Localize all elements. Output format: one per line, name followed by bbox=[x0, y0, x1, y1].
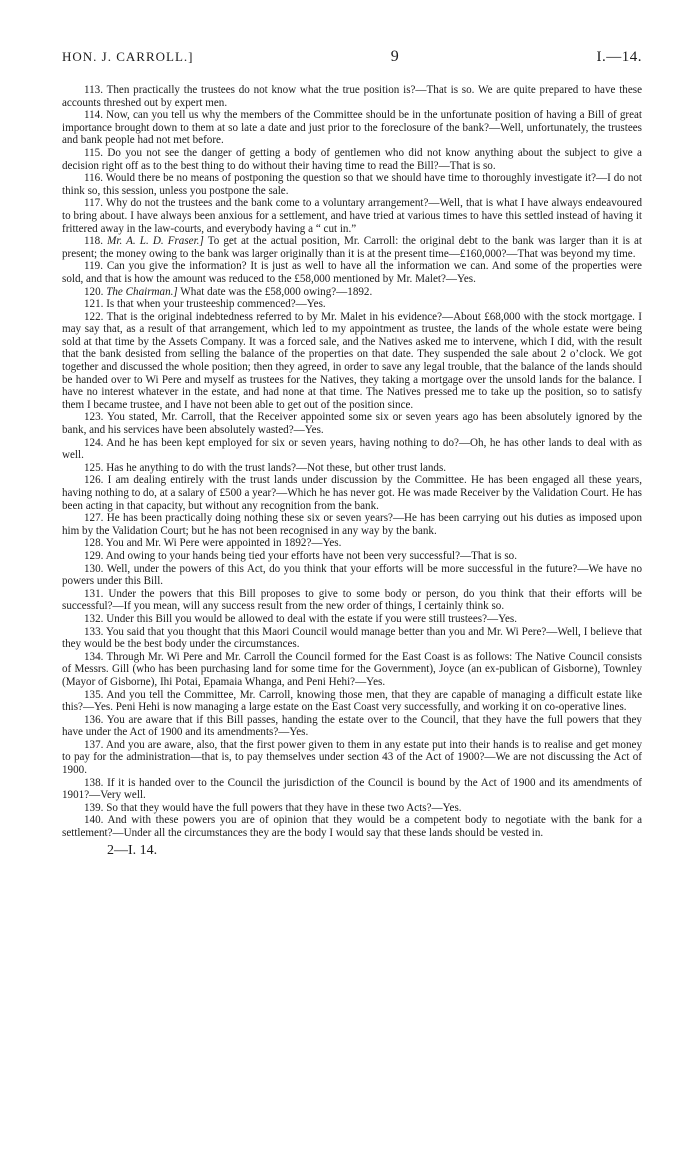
question-number: 130. bbox=[84, 562, 104, 575]
question-text: He has been practically doing nothing these six or seven years?—He has been carrying out his duties as imposed upon him by the Validation Court; but he has not been recognised in any way by the bank. bbox=[62, 512, 642, 537]
question-paragraph bbox=[62, 109, 642, 147]
question-text: And owing to your hands being tied your efforts have not been very successful?—That is so. bbox=[105, 549, 517, 562]
question-paragraph bbox=[62, 298, 642, 311]
question-paragraph bbox=[62, 84, 642, 109]
question-text: Through Mr. Wi Pere and Mr. Carroll the Council formed for the East Coast is as follows: The Native Council consists of Messrs. Gill (who has been purchasing land for some time for the Government), Joyce (an ex-publican of Gisborne), Townley (Mayor of Gisborne), Ihi Potai, Epamaia Whanga, and Peni Hehi?—Yes. bbox=[62, 650, 642, 688]
question-paragraph bbox=[62, 537, 642, 550]
question-number: 125. bbox=[84, 461, 104, 474]
question-text: Under the powers that this Bill proposes to give to some body or person, do you think that their efforts will be successful?—If you mean, will any success result from the new order of things, I certainly think so. bbox=[62, 587, 642, 613]
question-paragraph bbox=[62, 462, 642, 475]
question-text: I am dealing entirely with the trust lands under discussion by the Committee. He has been engaged all these years, having nothing to do, at a salary of £500 a year?—Which he has never got. He was made Receiver by the Validation Court. He has been acting in that capacity, but without any recognition from the bank. bbox=[62, 474, 642, 512]
question-text: That is the original indebtedness referred to by Mr. Malet in his evidence?—About £68,000 with the stock mortgage. I may say that, as a result of that arrangement, which led to my appointment as trustee, the lands of the whole estate were being sold at that time by the Assets Company. It was a forced sale, and the Natives asked me to intervene, which I did, with the result that the bank desisted from selling the balance of the properties on that date. They suspended the sale about 2 o’clock. We got together and discussed the whole position; then they agreed, in order to save any legal trouble, that the balance of the lands should be handed over to Wi Pere and myself as trustees for the Natives, they taking a mortgage over the unsold lands for the balance. I have no interest whatever in the estate, and had none at that time. The Natives pressed me to take up the position, so to satisfy them I became trustee, and I have not been able to get out of the position since. bbox=[62, 310, 642, 411]
question-paragraph bbox=[62, 235, 642, 260]
question-text: Do you not see the danger of getting a body of gentlemen who did not know anything about the subject to give a decision right off as to the best thing to do without their having time to read the Bill?—That is so. bbox=[62, 146, 642, 172]
question-number: 140. bbox=[84, 814, 104, 827]
question-number: 137. bbox=[84, 738, 104, 751]
question-text: Under this Bill you would be allowed to deal with the estate if you were still trustees?—Yes. bbox=[106, 612, 518, 625]
question-number: 116. bbox=[84, 172, 104, 185]
question-text: You said that you thought that this Maori Council would manage better than you and Mr. Wi Pere?—Well, I believe that they would be the best body under the circumstances. bbox=[62, 625, 642, 651]
question-number: 113. bbox=[84, 84, 104, 96]
question-number: 135. bbox=[84, 688, 104, 701]
question-text: And with these powers you are of opinion that they would be a competent body to negotiate with the bank for a settlement?—Under all the circumstances they are the body I would say that these lands should be vested in. bbox=[62, 814, 642, 840]
question-paragraph bbox=[62, 512, 642, 537]
question-paragraph bbox=[62, 714, 642, 739]
question-text: Has he anything to do with the trust lands?—Not these, but other trust lands. bbox=[106, 461, 447, 474]
question-number: 118. bbox=[84, 235, 104, 248]
question-number: 123. bbox=[84, 411, 104, 424]
question-paragraph bbox=[62, 613, 642, 626]
question-number: 128. bbox=[84, 537, 104, 550]
question-number: 138. bbox=[84, 776, 104, 789]
question-number: 120. bbox=[84, 285, 104, 298]
question-text: Would there be no means of postponing the question so that we should have time to thoroughly investigate it?—I do not think so, this session, unless you postpone the sale. bbox=[62, 172, 642, 197]
page-footer bbox=[62, 843, 642, 859]
question-number: 117. bbox=[84, 197, 104, 210]
question-paragraph bbox=[62, 689, 642, 714]
question-number: 126. bbox=[84, 474, 104, 487]
question-paragraph bbox=[62, 286, 642, 299]
question-text: Is that when your trusteeship commenced?—Yes. bbox=[106, 298, 326, 311]
question-text: So that they would have the full powers that they have in these two Acts?—Yes. bbox=[106, 801, 462, 814]
question-paragraph bbox=[62, 739, 642, 777]
header-witness: HON. J. CARROLL.] bbox=[62, 49, 194, 64]
speaker-label: The Chairman.] bbox=[106, 285, 178, 298]
question-text: You are aware that if this Bill passes, handing the estate over to the Council, that they have the full powers that they have under the Act of 1900 and its amendments?—Yes. bbox=[62, 713, 642, 739]
question-number: 121. bbox=[84, 298, 104, 311]
question-paragraph bbox=[62, 651, 642, 689]
page-number: 9 bbox=[390, 48, 400, 65]
question-paragraph bbox=[62, 802, 642, 815]
question-number: 139. bbox=[84, 801, 104, 814]
question-text: And you tell the Committee, Mr. Carroll, knowing those men, that they are capable of managing a difficult estate like this?—Yes. Peni Hehi is now managing a large estate on the East Coast very successfully, and working it on co-operative lines. bbox=[62, 688, 642, 714]
question-number: 132. bbox=[84, 612, 104, 625]
question-number: 122. bbox=[84, 310, 104, 323]
question-number: 124. bbox=[84, 436, 104, 449]
question-paragraph bbox=[62, 777, 642, 802]
question-text: If it is handed over to the Council the jurisdiction of the Council is bound by the Act of 1900 and its amendments of 1901?—Very well. bbox=[62, 776, 642, 802]
question-number: 115. bbox=[84, 146, 104, 159]
question-text: Then practically the trustees do not know what the true position is?—That is so. We are quite prepared to have these accounts threshed out by expert men. bbox=[62, 84, 642, 109]
question-paragraph bbox=[62, 474, 642, 512]
question-number: 129. bbox=[84, 549, 104, 562]
printer-signature: 2—I. 14. bbox=[107, 842, 158, 858]
question-paragraph bbox=[62, 147, 642, 172]
question-text: And you are aware, also, that the first power given to them in any estate put into their hands is to realise and get money to pay for the administration—that is, to pay themselves under section 43 of the Act of 1900?—We are not discussing the Act of 1900. bbox=[62, 738, 642, 777]
question-text: Why do not the trustees and the bank come to a voluntary arrangement?—Well, that is what I have always endeavoured to bring about. I have always been anxious for a settlement, and have tried at various times to have this settled instead of having it frittered away in the law-courts, and everybody having a “ cut in.” bbox=[62, 197, 642, 235]
page-header bbox=[62, 48, 642, 66]
question-text: Now, can you tell us why the members of the Committee should be in the unfortunate position of having a Bill of great importance brought down to them at so late a date and just prior to the foreclosure of the bank?—Well, unfortunately, the trustees and bank people had not met before. bbox=[62, 109, 642, 147]
testimony-body bbox=[62, 84, 642, 840]
question-number: 131. bbox=[84, 587, 104, 600]
question-number: 127. bbox=[84, 512, 104, 525]
speaker-label: Mr. A. L. D. Fraser.] bbox=[107, 235, 204, 248]
question-paragraph bbox=[62, 563, 642, 588]
question-paragraph bbox=[62, 411, 642, 436]
question-paragraph bbox=[62, 588, 642, 613]
question-paragraph bbox=[62, 626, 642, 651]
question-paragraph bbox=[62, 814, 642, 839]
question-paragraph bbox=[62, 437, 642, 462]
question-text: What date was the £58,000 owing?—1892. bbox=[180, 285, 373, 298]
question-text: You and Mr. Wi Pere were appointed in 1892?—Yes. bbox=[105, 537, 342, 550]
question-number: 119. bbox=[84, 260, 104, 273]
question-paragraph bbox=[62, 550, 642, 563]
question-paragraph bbox=[62, 311, 642, 412]
question-text: Can you give the information? It is just as well to have all the information we can. And some of the properties were sold, and that is how the amount was reduced to the £58,000 mentioned by Mr. Malet?—Yes. bbox=[62, 260, 642, 285]
question-number: 136. bbox=[84, 713, 104, 726]
question-number: 114. bbox=[84, 109, 104, 122]
question-number: 133. bbox=[84, 625, 104, 638]
question-paragraph bbox=[62, 172, 642, 197]
question-number: 134. bbox=[84, 650, 104, 663]
paper-reference: I.—14. bbox=[596, 49, 642, 65]
question-text: You stated, Mr. Carroll, that the Receiver appointed some six or seven years ago has been absolutely ignored by the bank, and his services have been absolutely wasted?—Yes. bbox=[62, 411, 642, 437]
question-text: To get at the actual position, Mr. Carroll: the original debt to the bank was larger than it is at present; the money owing to the bank was larger originally than it is at the present time—£160,000?—That was beyond my time. bbox=[62, 235, 642, 260]
question-text: And he has been kept employed for six or seven years, having nothing to do?—Oh, he has other lands to deal with as well. bbox=[62, 436, 642, 462]
question-paragraph bbox=[62, 197, 642, 235]
question-text: Well, under the powers of this Act, do you think that your efforts will be more successful in the future?—We have no powers under this Bill. bbox=[62, 562, 642, 588]
question-paragraph bbox=[62, 260, 642, 285]
